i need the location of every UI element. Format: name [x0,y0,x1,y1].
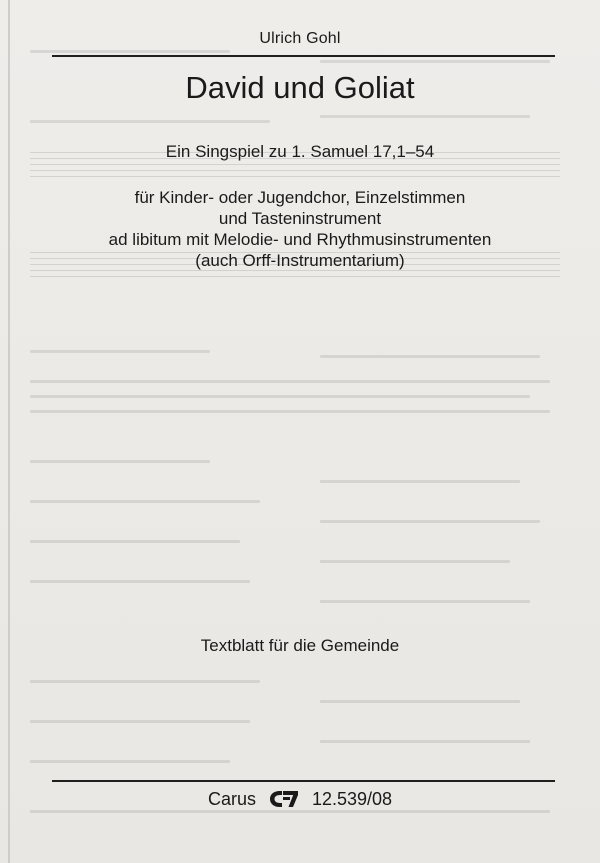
page-edge [8,0,10,863]
scoring-line: (auch Orff-Instrumentarium) [195,251,405,270]
subtitle: Ein Singspiel zu 1. Samuel 17,1–54 [165,142,435,161]
publisher-footer [0,788,600,810]
page-title: David und Goliat [185,70,415,105]
carus-logo-icon [268,788,300,810]
author-name: Ulrich Gohl [259,30,341,47]
catalog-number: 12.539/08 [311,788,393,809]
publisher-name: Carus [207,788,256,809]
scoring-line: für Kinder- oder Jugendchor, Einzelstimmen [134,188,466,207]
edition-label: Textblatt für die Gemeinde [200,636,400,655]
bottom-divider [52,780,555,782]
top-divider [52,55,555,57]
scoring-line: ad libitum mit Melodie- und Rhythmusinstrumenten [108,230,492,249]
scoring-description [0,187,600,271]
scoring-line: und Tasteninstrument [218,209,382,228]
